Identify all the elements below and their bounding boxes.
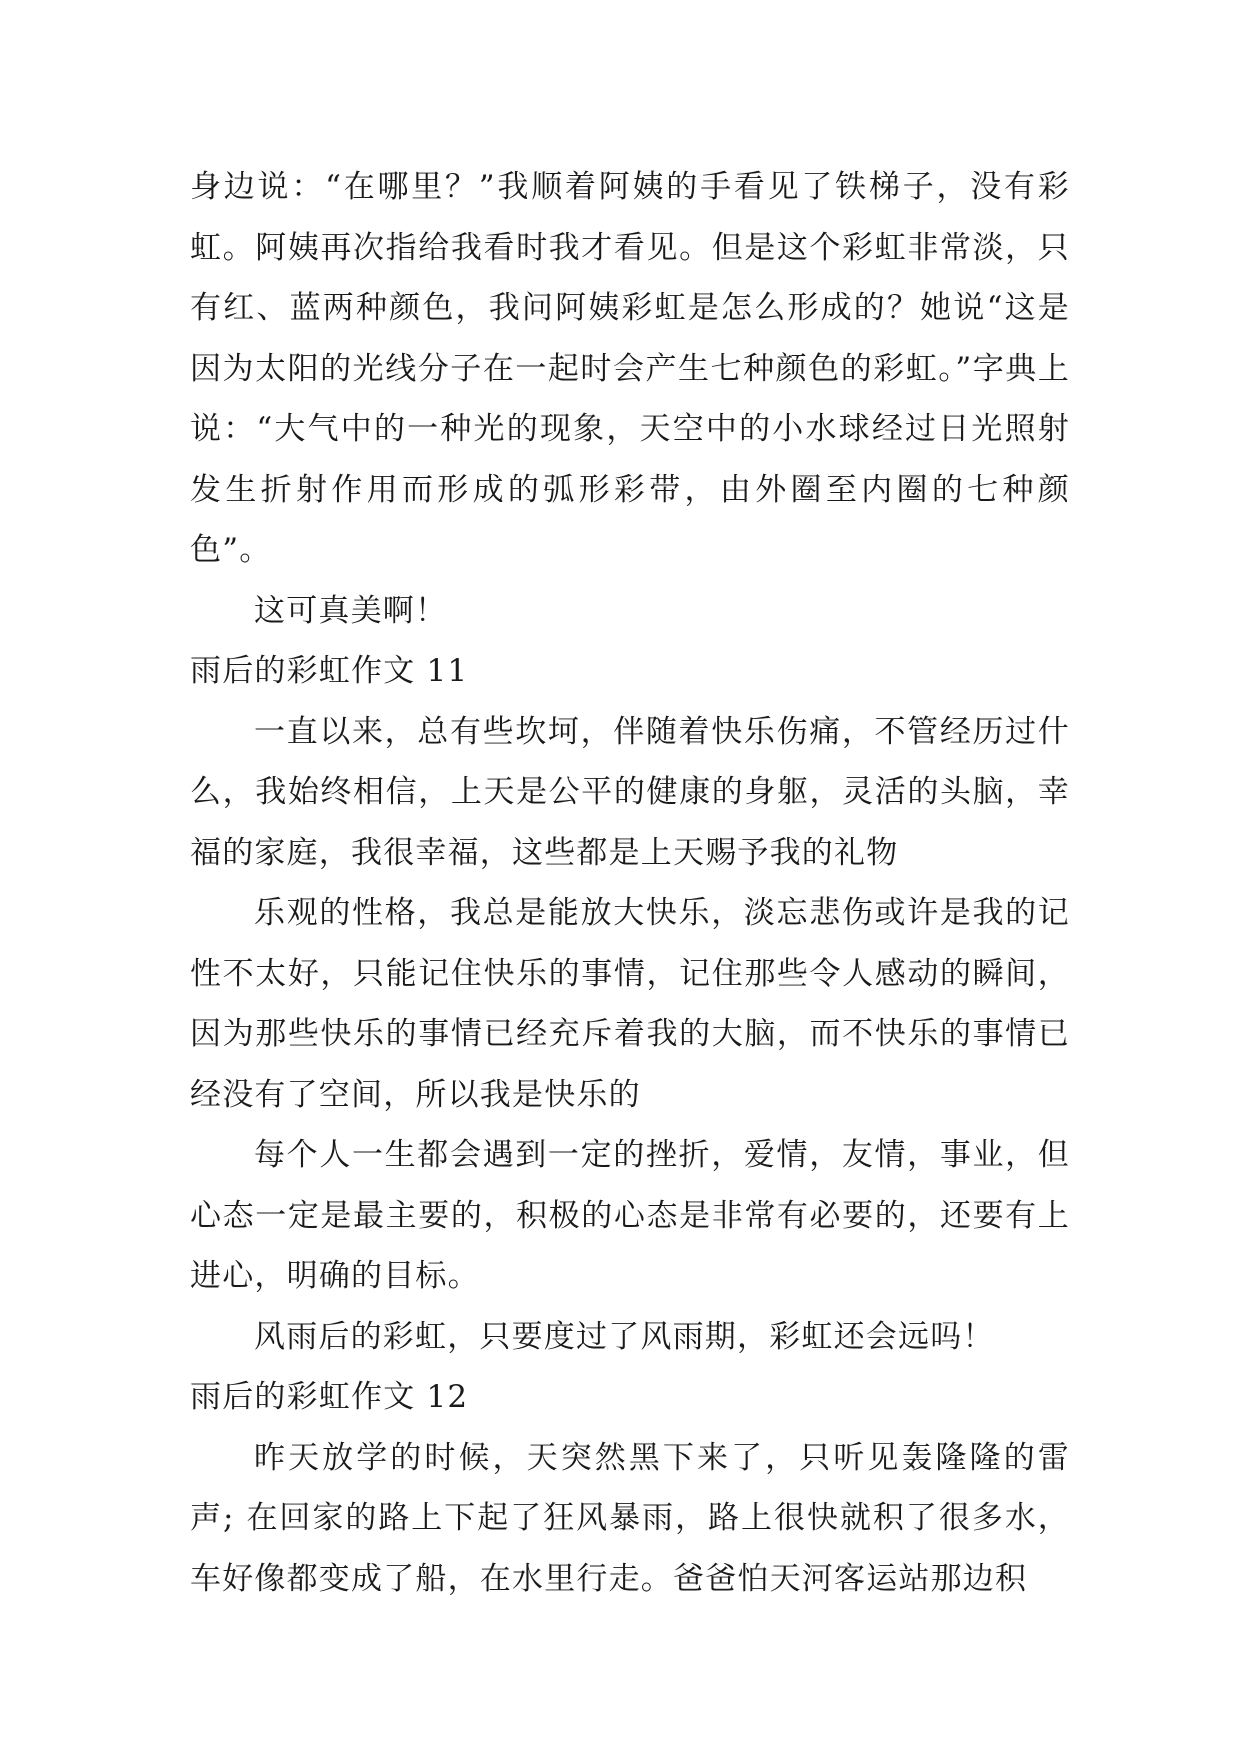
paragraph: 一直以来，总有些坎坷，伴随着快乐伤痛，不管经历过什么，我始终相信，上天是公平的健康的身躯，灵活的头脑，幸福的家庭，我很幸福，这些都是上天赐予我的礼物 — [190, 713, 1070, 871]
paragraph: 昨天放学的时候，天突然黑下来了，只听见轰隆隆的雷声; 在回家的路上下起了狂风暴雨，路上很快就积了很多水，车好像都变成了船，在水里行走。爸爸怕天河客运站那边积 — [190, 1439, 1070, 1597]
document-body — [190, 157, 1070, 1609]
paragraph: 乐观的性格，我总是能放大快乐，淡忘悲伤或许是我的记性不太好，只能记住快乐的事情，记住那些令人感动的瞬间，因为那些快乐的事情已经充斥着我的大脑，而不快乐的事情已经没有了空间，所以我是快乐的 — [190, 895, 1070, 1113]
section-heading: 雨后的彩虹作文 12 — [190, 1379, 469, 1415]
paragraph: 身边说：“在哪里？”我顺着阿姨的手看见了铁梯子，没有彩虹。阿姨再次指给我看时我才看见。但是这个彩虹非常淡，只有红、蓝两种颜色，我问阿姨彩虹是怎么形成的？她说“这是因为太阳的光线分子在一起时会产生七种颜色的彩虹。”字典上说：“大气中的一种光的现象，天空中的小水球经过日光照射发生折射作用而形成的弧形彩带，由外圈至内圈的七种颜色”。 — [190, 169, 1070, 568]
paragraph: 每个人一生都会遇到一定的挫折，爱情，友情，事业，但心态一定是最主要的，积极的心态是非常有必要的，还要有上进心，明确的目标。 — [190, 1137, 1070, 1294]
paragraph: 风雨后的彩虹，只要度过了风雨期，彩虹还会远吗！ — [254, 1318, 995, 1355]
section-heading: 雨后的彩虹作文 11 — [190, 653, 469, 689]
paragraph: 这可真美啊！ — [254, 592, 448, 629]
